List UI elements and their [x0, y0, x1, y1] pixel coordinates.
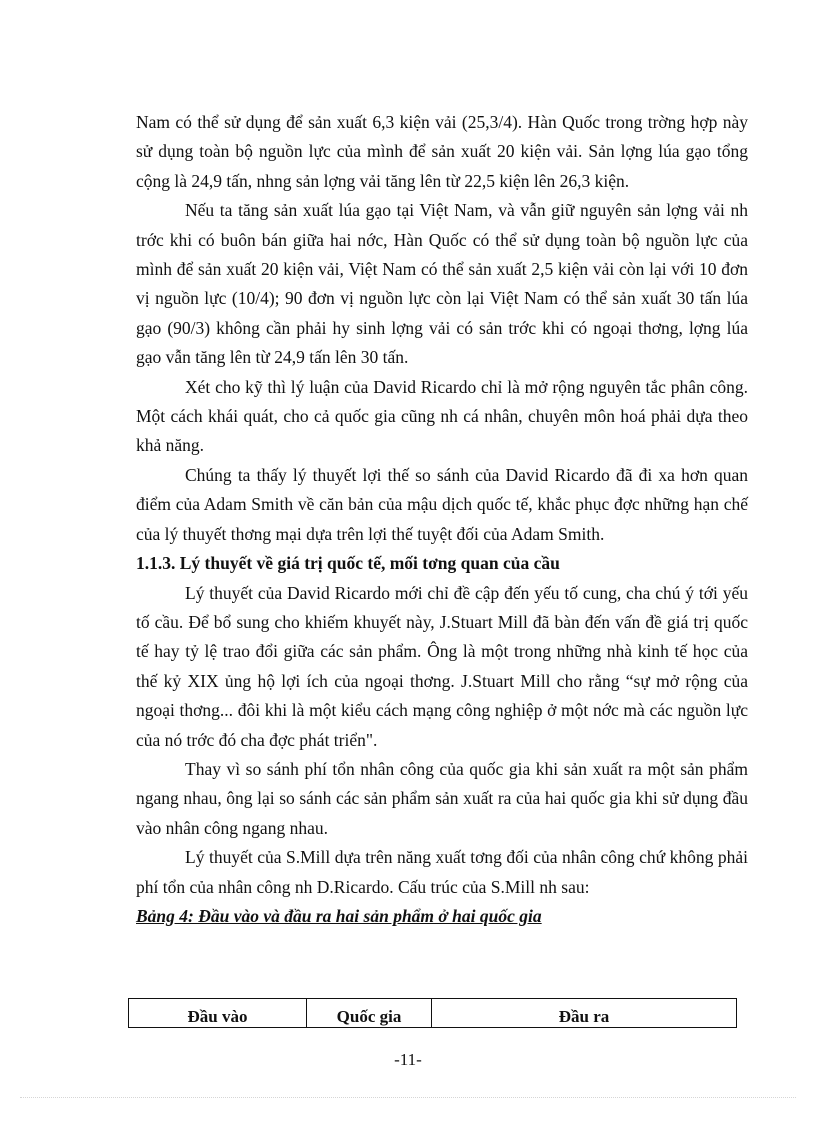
- page-body: [136, 108, 748, 931]
- page-number: -11-: [394, 1050, 422, 1069]
- table-header-cell: Quốc gia: [307, 999, 432, 1028]
- io-table: [128, 998, 737, 1028]
- paragraph: Nếu ta tăng sản xuất lúa gạo tại Việt Nam, và vẫn giữ nguyên sản lợng vải nh trớc khi có buôn bán giữa hai nớc, Hàn Quốc có thể sử dụng toàn bộ nguồn lực của mình để sản xuất 20 kiện vải, Việt Nam có thể sản xuất 2,5 kiện vải còn lại với 10 đơn vị nguồn lực (10/4); 90 đơn vị nguồn lực còn lại Việt Nam có thể sản xuất 30 tấn lúa gạo (90/3) không cần phải hy sinh lợng vải có sản trớc khi có ngoại thơng, lợng lúa gạo vẫn tăng lên từ 24,9 tấn lên 30 tấn.: [136, 200, 748, 368]
- table-header-cell: Đầu ra: [432, 999, 737, 1028]
- paragraph: Lý thuyết của S.Mill dựa trên năng xuất tơng đối của nhân công chứ không phải phí tổn của nhân công nh D.Ricardo. Cấu trúc của S.Mill nh sau:: [136, 847, 748, 897]
- paragraph: Lý thuyết của David Ricardo mới chỉ đề cập đến yếu tố cung, cha chú ý tới yếu tố cầu. Để bổ sung cho khiếm khuyết này, J.Stuart Mill đã bàn đến vấn đề giá trị quốc tế hay tỷ lệ trao đổi giữa các sản phẩm. Ông là một trong những nhà kinh tế học của thế kỷ XIX ủng hộ lợi ích của ngoại thơng. J.Stuart Mill cho rằng “sự mở rộng của ngoại thơng... đôi khi là một kiểu cách mạng công nghiệp ở một nớc mà các nguồn lực của nó trớc đó cha đợc phát triển".: [136, 582, 748, 750]
- paragraph: Xét cho kỹ thì lý luận của David Ricardo chỉ là mở rộng nguyên tắc phân công. Một cách khái quát, cho cả quốc gia cũng nh cá nhân, chuyên môn hoá phải dựa theo khả năng.: [136, 376, 748, 456]
- paragraph: Nam có thể sử dụng để sản xuất 6,3 kiện vải (25,3/4). Hàn Quốc trong trờng hợp này sử dụng toàn bộ nguồn lực của mình để sản xuất 20 kiện vải. Sản lợng lúa gạo tổng cộng là 24,9 tấn, nhng sản lợng vải tăng lên từ 22,5 kiện lên 26,3 kiện.: [136, 112, 748, 191]
- section-heading: 1.1.3. Lý thuyết về giá trị quốc tế, mối tơng quan của cầu: [136, 553, 560, 574]
- table-header-cell: Đầu vào: [129, 999, 307, 1028]
- table-header-row: [129, 999, 737, 1028]
- footer-divider: [20, 1097, 796, 1098]
- table-caption: Bảng 4: Đầu vào và đầu ra hai sản phẩm ở hai quốc gia: [136, 905, 542, 926]
- paragraph: Chúng ta thấy lý thuyết lợi thế so sánh của David Ricardo đã đi xa hơn quan điểm của Adam Smith về căn bản của mậu dịch quốc tế, khắc phục đợc những hạn chế của lý thuyết thơng mại dựa trên lợi thế tuyệt đối của Adam Smith.: [136, 464, 748, 544]
- paragraph: Thay vì so sánh phí tổn nhân công của quốc gia khi sản xuất ra một sản phẩm ngang nhau, ông lại so sánh các sản phẩm sản xuất ra của hai quốc gia khi sử dụng đầu vào nhân công ngang nhau.: [136, 758, 748, 838]
